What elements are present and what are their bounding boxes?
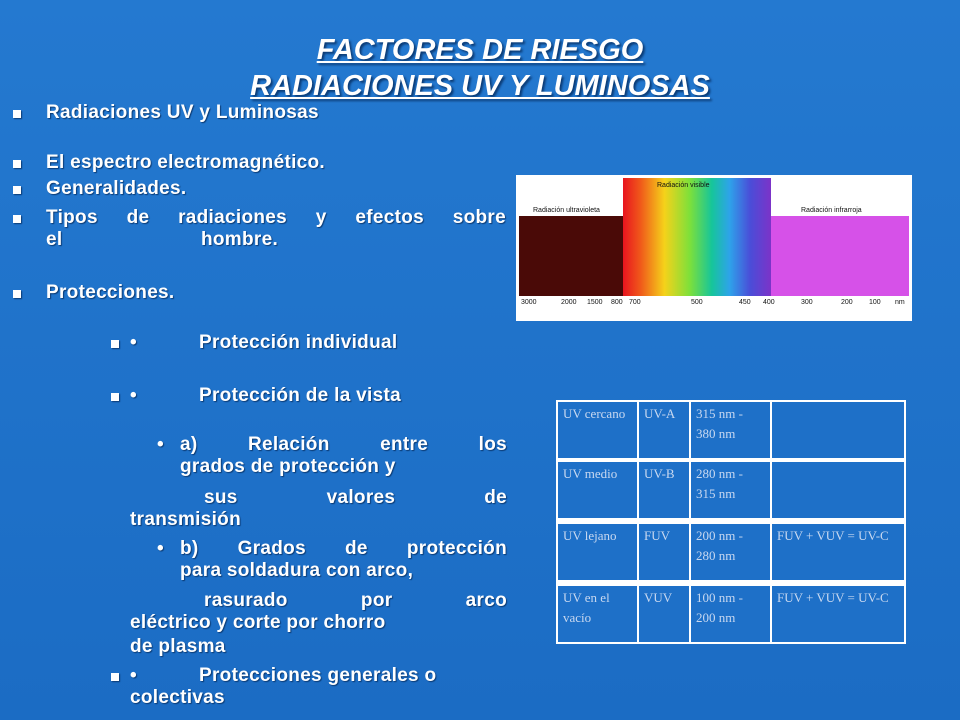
sub-item-dot: • xyxy=(130,385,137,406)
table-cell xyxy=(772,462,904,518)
table-cell: FUV + VUV = UV-C xyxy=(772,586,904,642)
table-cell: UV lejano xyxy=(558,524,637,580)
subsub-a-line2: grados de protección y xyxy=(180,456,396,477)
spectrum-tick: 2000 xyxy=(561,299,577,306)
spectrum-visible-band xyxy=(623,178,771,296)
sub-item-generales-line1: Protecciones generales o xyxy=(199,665,437,686)
bullet-icon xyxy=(13,160,21,168)
subsub-a-line4: transmisión xyxy=(130,509,241,530)
list-item-radiaciones: Radiaciones UV y Luminosas xyxy=(46,102,319,123)
spectrum-tick: 200 xyxy=(841,299,853,306)
table-cell: VUV xyxy=(639,586,689,642)
spectrum-ir-label: Radiación infrarroja xyxy=(801,207,862,214)
spectrum-uv-band xyxy=(519,207,623,296)
spectrum-tick: 500 xyxy=(691,299,703,306)
bullet-icon xyxy=(111,340,119,348)
spectrum-tick: 100 xyxy=(869,299,881,306)
subsub-a-line3: sus valores de xyxy=(204,487,507,508)
list-item-tipos-line2b: hombre. xyxy=(201,229,279,250)
bullet-icon xyxy=(13,290,21,298)
table-cell: UV medio xyxy=(558,462,637,518)
subsub-bullet-icon: • xyxy=(157,434,164,455)
bullet-icon xyxy=(13,215,21,223)
subsub-b-line5: de plasma xyxy=(130,636,226,657)
list-item-protecciones: Protecciones. xyxy=(46,282,175,303)
table-cell: UV cercano xyxy=(558,402,637,458)
list-item-espectro: El espectro electromagnético. xyxy=(46,152,326,173)
sub-item-dot: • xyxy=(130,332,137,353)
subsub-bullet-icon: • xyxy=(157,538,164,559)
spectrum-tick: 300 xyxy=(801,299,813,306)
spectrum-ir-band xyxy=(771,207,909,296)
spectrum-tick: 800 xyxy=(611,299,623,306)
sub-item-proteccion-vista: Protección de la vista xyxy=(199,385,401,406)
slide-title-line1: FACTORES DE RIESGO xyxy=(316,34,644,66)
spectrum-visible-label: Radiación visible xyxy=(657,182,710,189)
subsub-a-line1: a) Relación entre los xyxy=(180,434,507,455)
list-item-generalidades: Generalidades. xyxy=(46,178,187,199)
table-cell: 200 nm - 280 nm xyxy=(691,524,770,580)
subsub-b-line4: eléctrico y corte por chorro xyxy=(130,612,386,633)
uv-table xyxy=(556,400,906,644)
subsub-b-line1: b) Grados de protección xyxy=(180,538,507,559)
subsub-b-line3: rasurado por arco xyxy=(204,590,507,611)
sub-item-dot: • xyxy=(130,665,137,686)
slide-title-line2: RADIACIONES UV Y LUMINOSAS xyxy=(250,70,710,102)
table-cell: UV-B xyxy=(639,462,689,518)
bullet-icon xyxy=(111,393,119,401)
table-cell: UV en el vacío xyxy=(558,586,637,642)
spectrum-tick: 1500 xyxy=(587,299,603,306)
table-cell: 315 nm - 380 nm xyxy=(691,402,770,458)
table-cell: FUV xyxy=(639,524,689,580)
list-item-tipos-line2a: el xyxy=(46,229,63,250)
table-cell xyxy=(772,402,904,458)
spectrum-tick: 450 xyxy=(739,299,751,306)
spectrum-uv-label: Radiación ultravioleta xyxy=(533,207,600,214)
table-cell: UV-A xyxy=(639,402,689,458)
list-item-tipos-line1: Tipos de radiaciones y efectos sobre xyxy=(46,207,506,228)
table-cell: 280 nm - 315 nm xyxy=(691,462,770,518)
sub-item-generales-line2: colectivas xyxy=(130,687,225,708)
bullet-icon xyxy=(111,673,119,681)
spectrum-image xyxy=(516,175,912,321)
subsub-b-line2: para soldadura con arco, xyxy=(180,560,414,581)
bullet-icon xyxy=(13,110,21,118)
spectrum-tick: nm xyxy=(895,299,905,306)
sub-item-proteccion-individual: Protección individual xyxy=(199,332,398,353)
bullet-icon xyxy=(13,186,21,194)
spectrum-tick: 700 xyxy=(629,299,641,306)
table-cell: 100 nm - 200 nm xyxy=(691,586,770,642)
table-cell: FUV + VUV = UV-C xyxy=(772,524,904,580)
spectrum-tick: 3000 xyxy=(521,299,537,306)
spectrum-tick: 400 xyxy=(763,299,775,306)
